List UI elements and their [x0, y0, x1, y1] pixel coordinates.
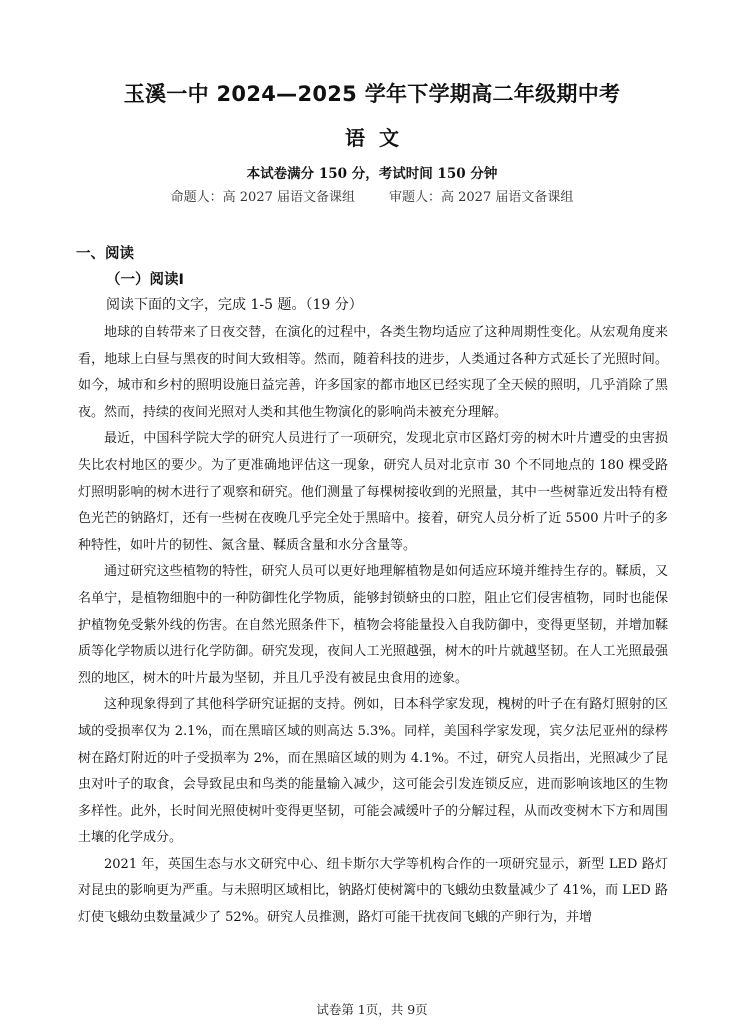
- exam-note: 本试卷满分 150 分，考试时间 150 分钟: [246, 166, 498, 182]
- authors-line: [0, 186, 744, 205]
- reading-passage: [78, 320, 668, 932]
- subsection-heading: （一）阅读Ⅰ: [106, 272, 184, 288]
- paragraph: 这种现象得到了其他科学研究证据的支持。例如，日本科学家发现，槐树的叶子在有路灯照射的区域的受损率仅为 2.1%，而在黑暗区域的则高达 5.3%。同样，美国科学家发现，宾夕法尼亚州的绿梣树在路灯附近的叶子受损率为 2%，而在黑暗区域的则为 4.1%。不过，研究人员指出，光照减少了昆虫对叶子的取食，会导致昆虫和鸟类的能量输入减少，这可能会引发连锁反应，进而影响该地区的生物多样性。此外，长时间光照使树叶变得更坚韧，可能会减缓叶子的分解过程，从而改变树木下方和周围土壤的化学成分。: [78, 697, 668, 846]
- paragraph: 2021 年，英国生态与水文研究中心、纽卡斯尔大学等机构合作的一项研究显示，新型 LED 路灯对昆虫的影响更为严重。与未照明区域相比，钠路灯使树篱中的飞蛾幼虫数量减少了 41%，而 LED 路灯使飞蛾幼虫数量减少了 52%。研究人员推测，路灯可能干扰夜间飞蛾的产卵行为，并增: [78, 856, 668, 926]
- exam-title: 玉溪一中 2024—2025 学年下学期高二年级期中考: [123, 82, 621, 106]
- paragraph: 最近，中国科学院大学的研究人员进行了一项研究，发现北京市区路灯旁的树木叶片遭受的虫害损失比农村地区的要少。为了更准确地评估这一现象，研究人员对北京市 30 个不同地点的 180 棵受路灯照明影响的树木进行了观察和研究。他们测量了每棵树接收到的光照量，其中一些树靠近发出特有橙色光芒的钠路灯，还有一些树在夜晚几乎完全处于黑暗中。接着，研究人员分析了近 5500 片叶子的多种特性，如叶片的韧性、氮含量、鞣质含量和水分含量等。: [78, 431, 668, 553]
- reviewer-label: 审题人：高 2027 届语文备课组: [389, 190, 574, 205]
- setter-label: 命题人：高 2027 届语文备课组: [170, 190, 355, 205]
- section-heading: 一、阅读: [76, 246, 134, 262]
- paragraph: 地球的自转带来了日夜交替，在演化的过程中，各类生物均适应了这种周期性变化。从宏观角度来看，地球上白昼与黑夜的时间大致相等。然而，随着科技的进步，人类通过各种方式延长了光照时间。如今，城市和乡村的照明设施日益完善，许多国家的都市地区已经实现了全天候的照明，几乎消除了黑夜。然而，持续的夜间光照对人类和其他生物演化的影响尚未被充分理解。: [78, 325, 668, 420]
- paragraph: 通过研究这些植物的特性，研究人员可以更好地理解植物是如何适应环境并维持生存的。鞣质，又名单宁，是植物细胞中的一种防御性化学物质，能够封锁蛴虫的口腔，阻止它们侵害植物，同时也能保护植物免受紫外线的伤害。在自然光照条件下，植物会将能量投入自我防御中，变得更坚韧，并增加鞣质等化学物质以进行化学防御。研究发现，夜间人工光照越强，树木的叶片就越坚韧。在人工光照最强烈的地区，树木的叶片最为坚韧，并且几乎没有被昆虫食用的迹象。: [78, 564, 668, 686]
- page-footer: 试卷第 1页，共 9页: [316, 1002, 428, 1017]
- subject-title: 语文: [345, 126, 413, 150]
- reading-instruction: 阅读下面的文字，完成 1-5 题。（19 分）: [106, 297, 363, 313]
